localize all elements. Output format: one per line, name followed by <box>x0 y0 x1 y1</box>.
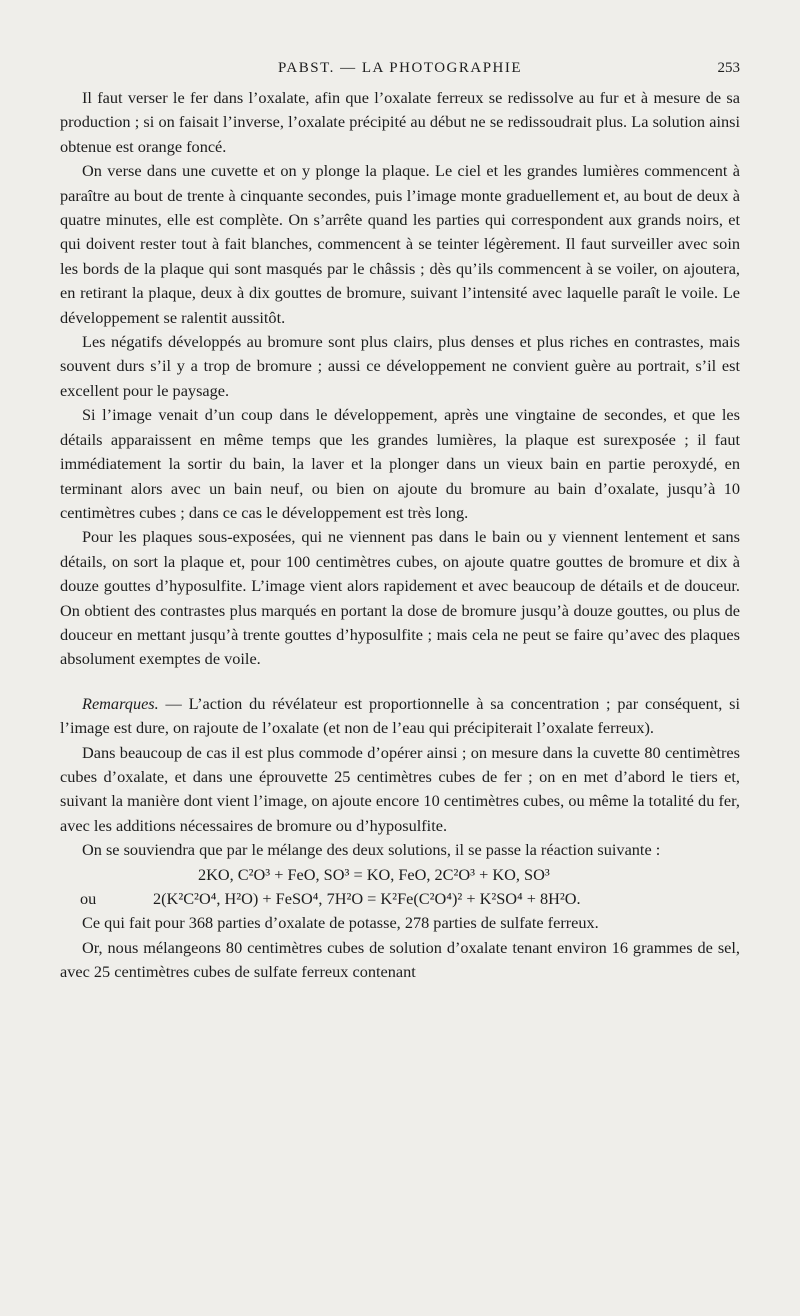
remarques-text: — L’action du révélateur est proportionnelle à sa concentration ; par conséquent, si l’image est dure, on rajoute de l’oxalate (et non de l’eau qui précipiterait l’oxalate ferreux). <box>60 693 740 738</box>
paragraph-bromide-negatives: Les négatifs développés au bromure sont plus clairs, plus denses et plus riches en contrastes, mais souvent durs s’il y a trop de bromure ; aussi ce développement ne convient guère au portrait, s’il est excellent pour le paysage. <box>60 332 740 400</box>
remarques-label: Remarques. <box>82 693 159 713</box>
formula-1-expression: 2KO, C²O³ + FeO, SO³ = KO, FeO, 2C²O³ + KO, SO³ <box>198 864 550 884</box>
page-body <box>60 86 740 985</box>
paragraph-overexposed: Si l’image venait d’un coup dans le développement, après une vingtaine de secondes, et que les détails apparaissent en même temps que les grandes lumières, la plaque est surexposée ; il faut immédiatement la sortir du bain, la laver et la plonger dans un vieux bain en partie peroxydé, en terminant alors avec un bain neuf, ou bien on ajoute du bromure au bain d’oxalate, jusqu’à 10 centimètres cubes ; dans ce cas le développement est très long. <box>60 405 740 522</box>
formula-line-2 <box>60 887 740 911</box>
formula-2-expression: 2(K²C²O⁴, H²O) + FeSO⁴, 7H²O = K²Fe(C²O⁴)² + K²SO⁴ + 8H²O. <box>153 888 581 908</box>
paragraph-mixture: Or, nous mélangeons 80 centimètres cubes de solution d’oxalate tenant environ 16 grammes de sel, avec 25 centimètres cubes de sulfate ferreux contenant <box>60 937 740 982</box>
paragraph-reaction-intro: On se souviendra que par le mélange des deux solutions, il se passe la réaction suivante : <box>82 840 661 860</box>
formula-line-1 <box>60 863 740 887</box>
paragraph-oxalate-order: Il faut verser le fer dans l’oxalate, afin que l’oxalate ferreux se redissolve au fur et à mesure de sa production ; si on faisait l’inverse, l’oxalate précipité au début ne se redissoudrait plus. La solution ainsi obtenue est orange foncé. <box>60 88 740 156</box>
running-title: PABST. — LA PHOTOGRAPHIE <box>277 60 523 76</box>
paragraph-proportions: Ce qui fait pour 368 parties d’oxalate de potasse, 278 parties de sulfate ferreux. <box>82 913 599 933</box>
paragraph-development: On verse dans une cuvette et on y plonge la plaque. Le ciel et les grandes lumières commencent à paraître au bout de trente à cinquante secondes, puis l’image monte graduellement et, au bout de deux à quatre minutes, elle est complète. On s’arrête quand les parties qui correspondent aux grands noirs, et qui doivent rester tout à fait blanches, commencent à se teinter légèrement. Il faut surveiller avec soin les bords de la plaque qui sont masqués par le châssis ; dès qu’ils commencent à se voiler, on ajoutera, en retirant la plaque, deux à dix gouttes de bromure, suivant l’intensité avec laquelle paraît le voile. Le développement se ralentit aussitôt. <box>60 161 740 327</box>
paragraph-underexposed: Pour les plaques sous-exposées, qui ne viennent pas dans le bain ou y viennent lentement et sans détails, on sort la plaque et, pour 100 centimètres cubes, on ajoute quatre gouttes de bromure et dix à douze gouttes d’hyposulfite. L’image vient alors rapidement et avec beaucoup de détails et de douceur. On obtient des contrastes plus marqués en portant la dose de bromure jusqu’à douze gouttes, ou plus de douceur en mettant jusqu’à trente gouttes d’hyposulfite ; mais cela ne peut se faire qu’avec des plaques absolument exemptes de voile. <box>60 527 740 669</box>
page-number: 253 <box>717 60 740 76</box>
paragraph-alternative-method: Dans beaucoup de cas il est plus commode d’opérer ainsi ; on mesure dans la cuvette 80 centimètres cubes d’oxalate, et dans une éprouvette 25 centimètres cubes de fer ; on en met d’abord le tiers et, suivant la manière dont vient l’image, on ajoute encore 10 centimètres cubes, ou même la totalité du fer, avec les additions nécessaires de bromure ou d’hyposulfite. <box>60 742 740 835</box>
running-header <box>60 60 740 84</box>
formula-2-lead: ou <box>80 888 97 908</box>
paragraph-remarques <box>60 692 740 741</box>
